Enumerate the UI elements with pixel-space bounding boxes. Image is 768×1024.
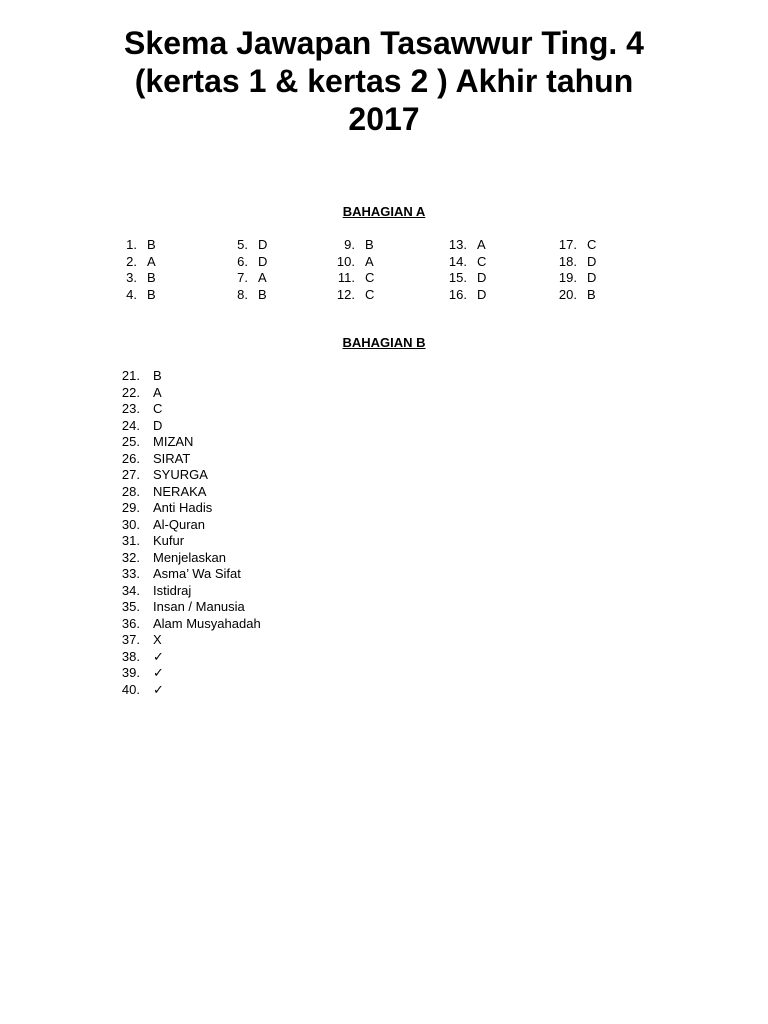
question-number: 4. <box>126 286 137 302</box>
question-number: 22. <box>121 384 140 400</box>
answer-value: A <box>147 253 156 269</box>
question-number: 23. <box>121 401 140 416</box>
question-number: 37. <box>121 632 140 647</box>
question-number: 7. <box>237 270 248 285</box>
answer-row <box>330 287 374 304</box>
answer-value: X <box>153 632 162 647</box>
section-a-answer-grid <box>0 237 768 307</box>
answer-row <box>112 270 156 287</box>
page-title <box>0 24 768 138</box>
answer-value: ✓ <box>153 648 164 664</box>
answer-row <box>112 368 261 385</box>
question-number: 17. <box>558 237 577 252</box>
answer-value: B <box>153 368 162 383</box>
answer-row <box>112 632 261 649</box>
question-number: 36. <box>121 615 140 631</box>
answer-value: B <box>147 270 156 285</box>
answer-value: D <box>587 253 597 269</box>
question-number: 1. <box>126 237 137 252</box>
answer-row <box>330 270 374 287</box>
question-number: 14. <box>448 253 467 269</box>
title-line-3: 2017 <box>348 101 420 137</box>
answer-row <box>223 270 267 287</box>
answer-value: NERAKA <box>153 483 207 499</box>
question-number: 33. <box>121 566 140 581</box>
answer-row <box>112 418 261 435</box>
question-number: 5. <box>237 237 248 252</box>
section-b-answer-list <box>112 368 261 698</box>
answer-value: C <box>153 401 163 416</box>
answer-row <box>112 451 261 468</box>
question-number: 40. <box>121 681 140 697</box>
answer-row <box>442 254 486 271</box>
section-a-heading: BAHAGIAN A <box>342 204 426 219</box>
question-number: 21. <box>121 368 140 383</box>
answer-value: D <box>477 270 487 285</box>
answer-value: B <box>587 286 596 302</box>
answer-row <box>112 649 261 666</box>
question-number: 30. <box>121 516 140 532</box>
answer-column <box>442 237 486 303</box>
question-number: 39. <box>121 665 140 680</box>
answer-row <box>330 237 374 254</box>
answer-row <box>112 583 261 600</box>
answer-value: Al-Quran <box>153 516 206 532</box>
question-number: 6. <box>237 253 248 269</box>
question-number: 12. <box>336 286 355 302</box>
answer-row <box>552 254 596 271</box>
answer-row <box>442 287 486 304</box>
answer-value: C <box>587 237 597 252</box>
answer-row <box>112 385 261 402</box>
answer-value: SYURGA <box>153 467 208 482</box>
answer-row <box>112 566 261 583</box>
answer-row <box>552 287 596 304</box>
question-number: 9. <box>344 237 355 252</box>
question-number: 8. <box>237 286 248 302</box>
answer-value: C <box>365 286 375 302</box>
question-number: 38. <box>121 648 140 664</box>
question-number: 3. <box>126 270 137 285</box>
answer-value: Insan / Manusia <box>153 599 245 614</box>
answer-value: D <box>587 270 597 285</box>
answer-value: A <box>153 384 162 400</box>
answer-row <box>112 682 261 699</box>
answer-row <box>112 434 261 451</box>
answer-row <box>112 467 261 484</box>
answer-value: Alam Musyahadah <box>153 615 261 631</box>
answer-row <box>223 287 267 304</box>
answer-row <box>112 287 156 304</box>
answer-row <box>112 401 261 418</box>
answer-row <box>112 484 261 501</box>
answer-value: C <box>365 270 375 285</box>
answer-row <box>112 500 261 517</box>
section-b-heading: BAHAGIAN B <box>342 335 426 350</box>
answer-value: Kufur <box>153 533 185 548</box>
answer-value: D <box>258 253 268 269</box>
answer-value: A <box>365 253 374 269</box>
answer-value: D <box>153 417 163 433</box>
question-number: 18. <box>558 253 577 269</box>
question-number: 31. <box>121 533 140 548</box>
answer-row <box>112 237 156 254</box>
question-number: 13. <box>448 237 467 252</box>
answer-row <box>223 237 267 254</box>
answer-value: Menjelaskan <box>153 549 226 565</box>
question-number: 16. <box>448 286 467 302</box>
answer-row <box>552 270 596 287</box>
answer-value: ✓ <box>153 681 164 697</box>
answer-value: Anti Hadis <box>153 500 213 515</box>
question-number: 10. <box>336 253 355 269</box>
answer-value: Asma’ Wa Sifat <box>153 566 241 581</box>
answer-value: A <box>258 270 267 285</box>
question-number: 32. <box>121 549 140 565</box>
answer-row <box>442 237 486 254</box>
answer-value: B <box>147 286 156 302</box>
question-number: 11. <box>337 270 355 285</box>
question-number: 19. <box>558 270 577 285</box>
question-number: 24. <box>121 417 140 433</box>
answer-row <box>112 517 261 534</box>
question-number: 29. <box>121 500 140 515</box>
answer-row <box>112 533 261 550</box>
answer-row <box>223 254 267 271</box>
answer-row <box>112 254 156 271</box>
answer-value: B <box>258 286 267 302</box>
question-number: 2. <box>126 253 137 269</box>
answer-value: A <box>477 237 486 252</box>
answer-row <box>112 550 261 567</box>
question-number: 26. <box>121 450 140 466</box>
answer-value: B <box>147 237 156 252</box>
question-number: 28. <box>121 483 140 499</box>
answer-value: Istidraj <box>153 582 192 598</box>
answer-row <box>442 270 486 287</box>
question-number: 27. <box>121 467 140 482</box>
answer-column <box>330 237 374 303</box>
title-line-1: Skema Jawapan Tasawwur Ting. 4 <box>124 25 644 61</box>
answer-value: B <box>365 237 374 252</box>
answer-row <box>112 616 261 633</box>
answer-value: C <box>477 253 487 269</box>
answer-value: D <box>258 237 268 252</box>
answer-column <box>112 237 156 303</box>
answer-column <box>552 237 596 303</box>
question-number: 34. <box>121 582 140 598</box>
answer-row <box>112 665 261 682</box>
question-number: 35. <box>121 599 140 614</box>
answer-row <box>112 599 261 616</box>
answer-column <box>223 237 267 303</box>
answer-value: MIZAN <box>153 434 194 449</box>
question-number: 20. <box>558 286 577 302</box>
question-number: 25. <box>121 434 140 449</box>
answer-row <box>330 254 374 271</box>
answer-value: ✓ <box>153 665 164 680</box>
title-line-2: (kertas 1 & kertas 2 ) Akhir tahun <box>134 63 634 99</box>
answer-row <box>552 237 596 254</box>
question-number: 15. <box>448 270 467 285</box>
answer-value: D <box>477 286 487 302</box>
answer-value: SIRAT <box>153 450 191 466</box>
